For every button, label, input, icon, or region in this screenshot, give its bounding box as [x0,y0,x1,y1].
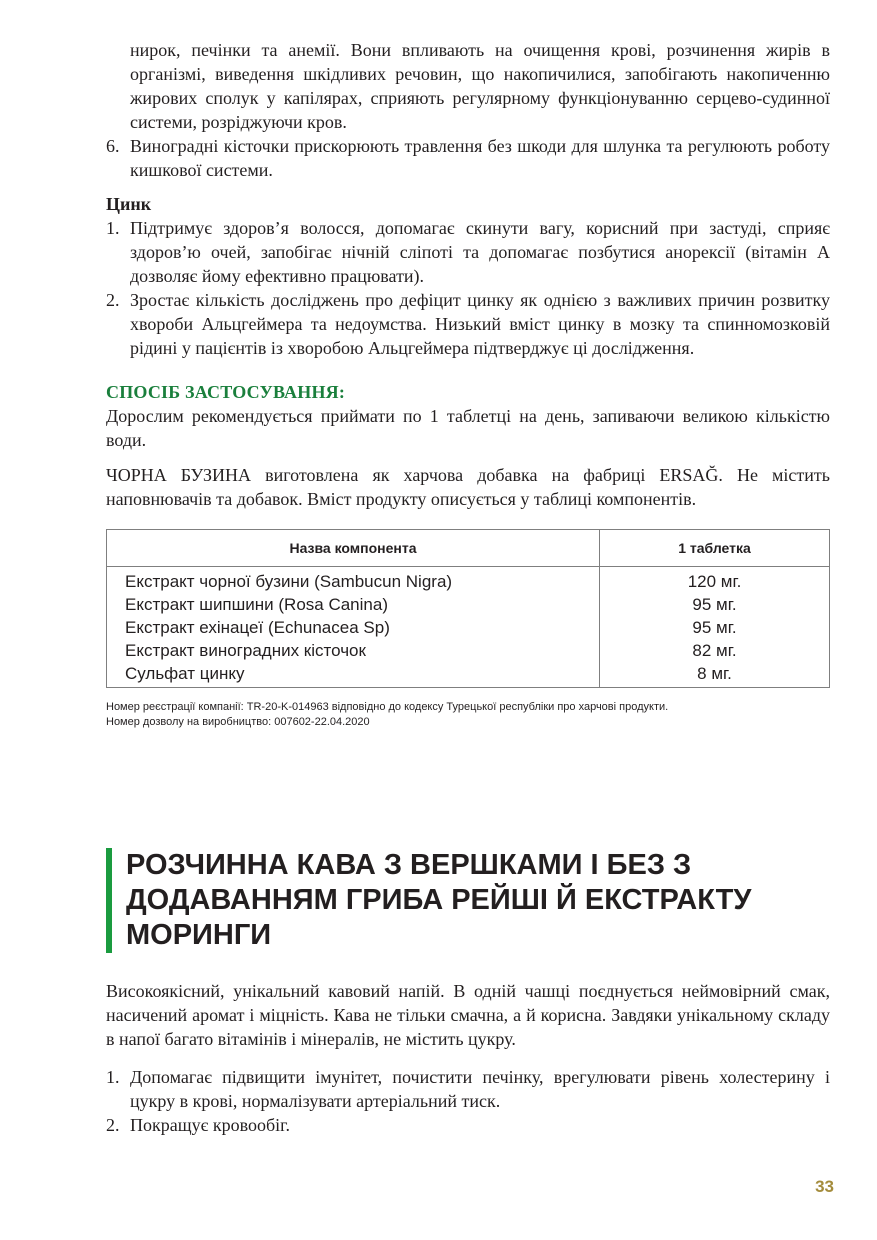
zinc-item-1 [106,216,830,288]
table-row [107,567,830,688]
components-table [106,529,830,688]
component-values-cell [600,567,830,688]
production-permit: Номер дозволу на виробництво: 007602-22.04.2020 [106,716,370,728]
page-number: 33 [815,1177,834,1196]
component-value: 82 мг. [692,641,737,660]
list-item-6 [106,134,830,182]
list-text: Підтримує здоров’я волосся, допомагає скинути вагу, корисний при застуді, сприяє здоров’ю очей, запобігає нічній сліпоті та допомагає позбутися анорексії (вітамін А дозволяє йому ефективно працювати). [130,218,830,286]
coffee-section [106,979,830,1137]
list-number: 1. [106,1067,120,1087]
table-header-row [107,530,830,567]
list-text: Покращує кровообіг. [130,1115,290,1135]
component-name: Екстракт шипшини (Rosa Canina) [125,595,388,614]
coffee-intro: Високоякісний, унікальний кавовий напій. В одній чашці поєднується неймовірний смак, насичений аромат і міцність. Кава не тільки смачна, а й корисна. Завдяки унікальному складу в напої багато вітамінів і мінералів, не містить цукру. [106,981,830,1049]
component-names-cell [107,567,600,688]
component-name: Екстракт виноградних кісточок [125,641,366,660]
list-number: 1. [106,218,120,238]
component-name: Екстракт чорної бузини (Sambucun Nigra) [125,572,453,591]
product-text: ЧОРНА БУЗИНА виготовлена як харчова добавка на фабриці ERSAĞ. Не містить наповнювачів та добавок. Вміст продукту описується у таблиці компонентів. [106,465,830,509]
component-name: Екстракт ехінацеї (Echunacea Sp) [125,618,390,637]
table-header-component: Назва компонента [107,530,600,567]
table-header-dose: 1 таблетка [600,530,830,567]
list-text: Допомагає підвищити імунітет, почистити печінку, врегулювати рівень холестерину і цукру в крові, нормалізувати артеріальний тиск. [130,1067,830,1111]
section-title-line: МОРИНГИ [126,919,272,951]
component-name: Сульфат цинку [125,664,245,683]
component-value: 95 мг. [692,618,737,637]
page-content [106,38,830,730]
section-title [106,848,850,953]
component-value: 95 мг. [692,595,737,614]
list-text: Виноградні кісточки прискорюють травлення без шкоди для шлунка та регулюють роботу кишкової системи. [130,136,830,180]
continued-paragraph: нирок, печінки та анемії. Вони впливають на очищення крові, розчинення жирів в організмі, виведення шкідливих речовин, що накопичилися, запобігають накопиченню жирових сполук у капілярах, сприяють регулярному функціонуванню серцево-судинної системи, розріджуючи кров. [130,40,830,132]
coffee-item-2 [106,1113,830,1137]
component-value: 120 мг. [687,572,742,591]
usage-heading: СПОСІБ ЗАСТОСУВАННЯ: [106,382,346,402]
coffee-item-1 [106,1065,830,1113]
zinc-heading: Цинк [106,194,152,214]
section-title-line: ДОДАВАННЯМ ГРИБА РЕЙШІ Й ЕКСТРАКТУ [126,884,752,916]
section-title-line: РОЗЧИННА КАВА З ВЕРШКАМИ І БЕЗ З [126,849,692,881]
list-text: Зростає кількість досліджень про дефіцит цинку як однією з важливих причин розвитку хвороби Альцгеймера та недоумства. Низький вміст цинку в мозку та спинномозковій рідині у пацієнтів із хворобою Альцгеймера підтверджує ці дослідження. [130,290,830,358]
list-number: 2. [106,290,120,310]
usage-text: Дорослим рекомендується приймати по 1 таблетці на день, запиваючи великою кількістю води. [106,406,830,450]
footnote [106,700,830,730]
component-value: 8 мг. [697,664,732,683]
list-number: 6. [106,136,120,156]
zinc-item-2 [106,288,830,360]
list-number: 2. [106,1115,120,1135]
registration-number: Номер реєстрації компанії: TR-20-K-014963 відповідно до кодексу Турецької республіки про харчові продукти. [106,701,669,713]
